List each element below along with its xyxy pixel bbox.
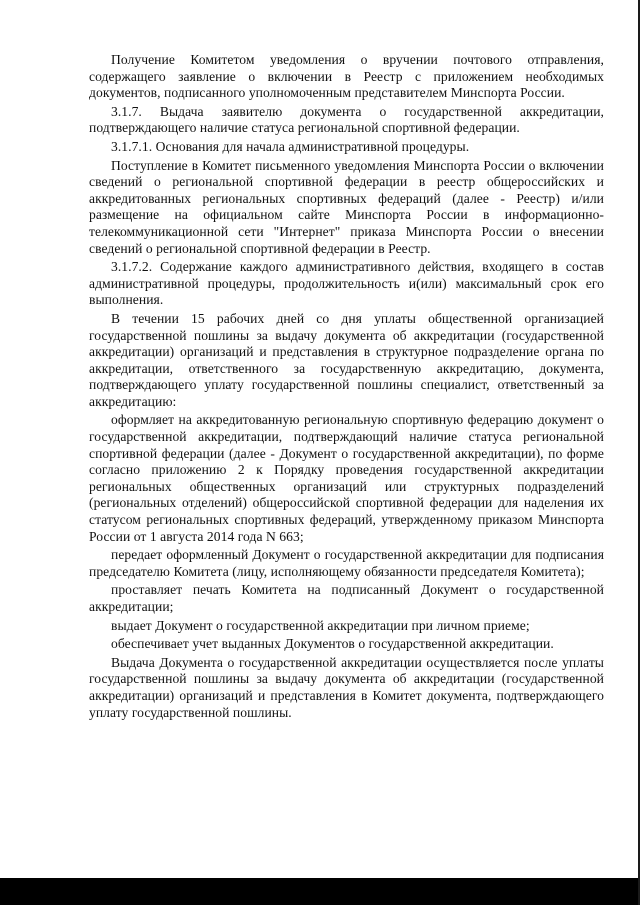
paragraph-3-1-7-2: 3.1.7.2. Содержание каждого административного действия, входящего в состав административной процедуры, продолжительность и(или) максимальный срок его выполнения. [89,259,604,308]
paragraph-transfers-for-signing: передает оформленный Документ о государственной аккредитации для подписания председателю Комитета (лицу, исполняющему обязанности председателя Комитета); [89,547,604,579]
paragraph-records: обеспечивает учет выданных Документов о государственной аккредитации. [111,636,554,652]
paragraph-issues-document: оформляет на аккредитованную региональную спортивную федерацию документ о государственной аккредитации, подтверждающий наличие статуса региональной спортивной федерации (далее - Документ о государственной аккредитации), по форме согласно приложению 2 к Порядку проведения государственной аккредитации региональных общественных организаций или структурных подразделений (региональных отделений) общероссийской спортивной федерации для наделения их статусом региональных спортивных федераций, утвержденному приказом Минспорта России от 1 августа 2014 года N 663; [89,412,604,544]
paragraph-15-days: В течении 15 рабочих дней со дня уплаты общественной организацией государственной пошлины за выдачу документа об аккредитации (государственной аккредитации) организаций и представления в структурное подразделение органа по аккредитации, ответственного за государственную аккредитацию, документа, подтверждающего уплату государственной пошлины специалист, ответственный за аккредитацию: [89,310,604,409]
paragraph-issuance: Выдача Документа о государственной аккредитации осуществляется после уплаты государственной пошлины за выдачу документа об аккредитации (государственной аккредитации) организаций и представления в Комитет документа, подтверждающего уплату государственной пошлины. [89,654,604,720]
paragraph-stamps: проставляет печать Комитета на подписанный Документ о государственной аккредитации; [89,582,604,614]
paragraph-receipt-notice: Получение Комитетом уведомления о вручении почтового отправления, содержащего заявление о включении в Реестр с приложением необходимых документов, подписанного уполномоченным представителем Минспорта России. [89,52,604,101]
scan-bottom-edge [0,878,640,905]
paragraph-hands-over: выдает Документ о государственной аккредитации при личном приеме; [111,617,530,633]
paragraph-3-1-7-1: 3.1.7.1. Основания для начала административной процедуры. [111,138,470,154]
document-body [89,52,604,723]
paragraph-3-1-7: 3.1.7. Выдача заявителю документа о государственной аккредитации, подтверждающего наличие статуса региональной спортивной федерации. [89,103,604,136]
paragraph-grounds: Поступление в Комитет письменного уведомления Минспорта России о включении сведений о региональной спортивной федерации в реестр общероссийских и аккредитованных региональных спортивных федераций (далее - Реестр) и/или размещение на официальном сайте Минспорта России в информационно-телекоммуникационной сети "Интернет" приказа Минспорта России о внесении сведений о региональной спортивной федерации в Реестр. [89,157,604,256]
